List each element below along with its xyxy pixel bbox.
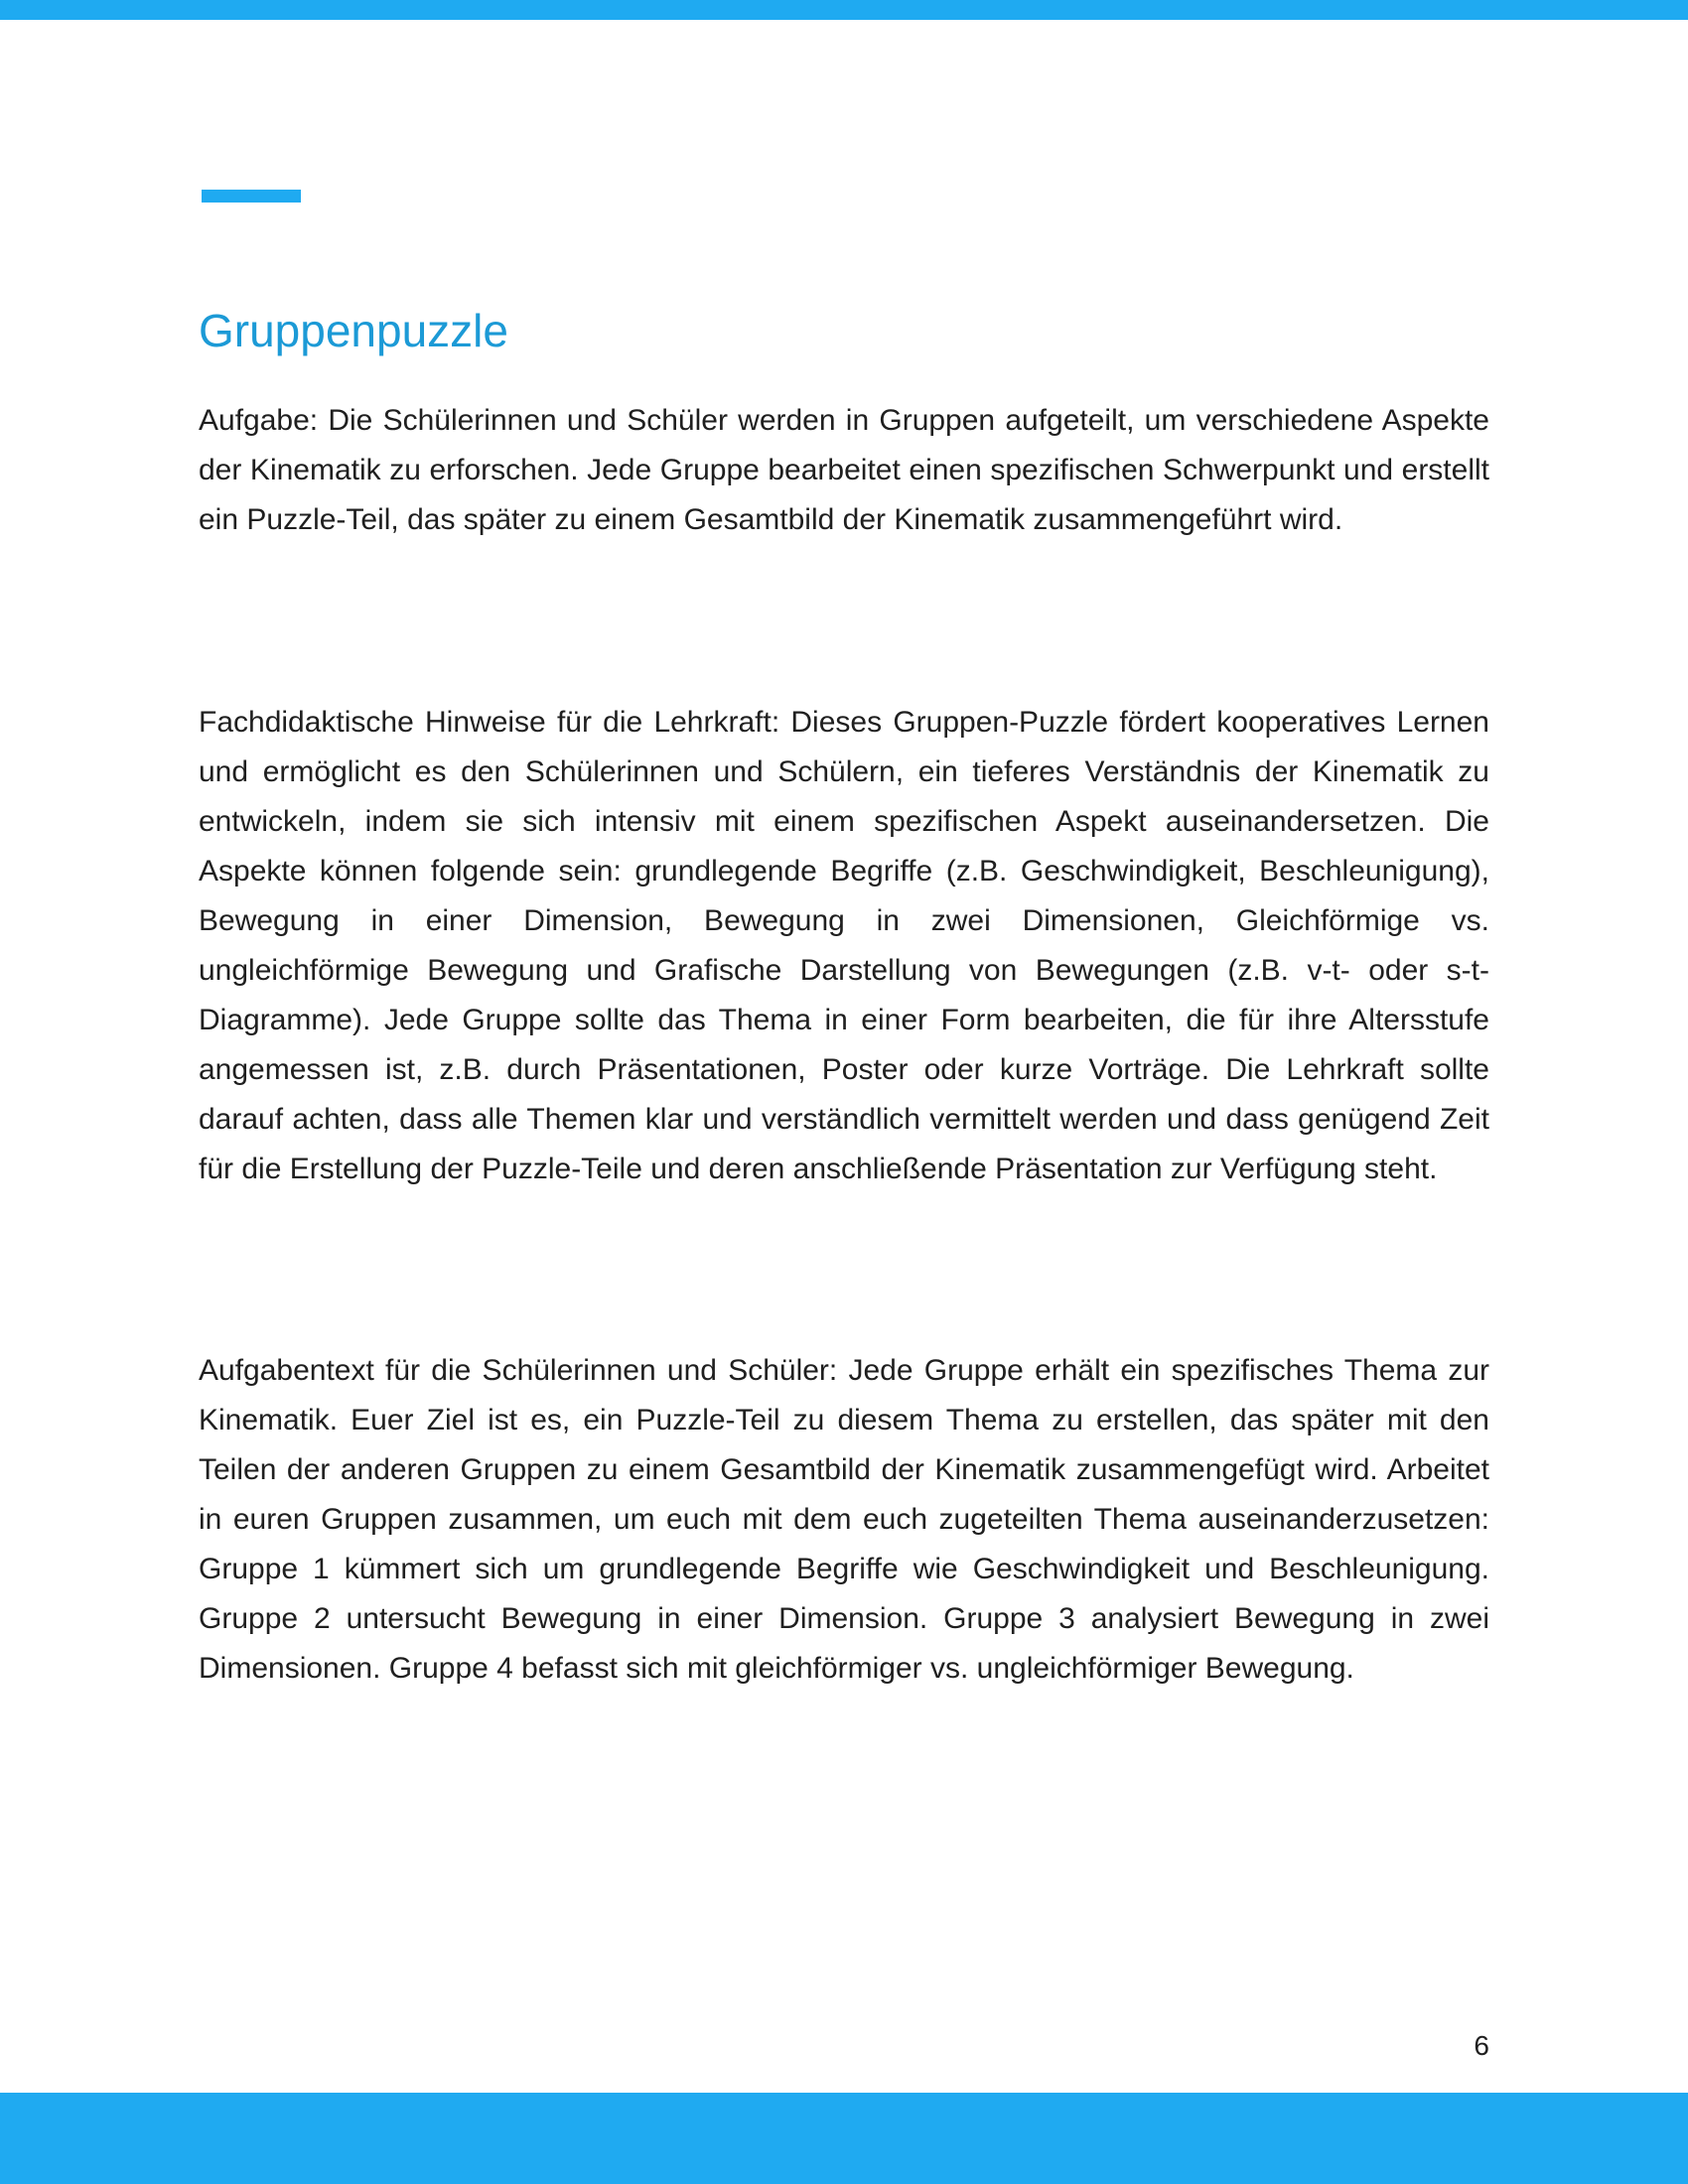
task-paragraph: Aufgabe: Die Schülerinnen und Schüler werden in Gruppen aufgeteilt, um verschiedene Aspekte der Kinematik zu erforschen. Jede Gruppe bearbeitet einen spezifischen Schwerpunkt und erstellt ein Puzzle-Teil, das später zu einem Gesamtbild der Kinematik zusammengeführt wird. — [199, 404, 1489, 536]
teacher-notes-paragraph: Fachdidaktische Hinweise für die Lehrkraft: Dieses Gruppen-Puzzle fördert kooperatives Lernen und ermöglicht es den Schülerinnen und Schülern, ein tieferes Verständnis der Kinematik zu entwickeln, indem sie sich intensiv mit einem spezifischen Aspekt auseinandersetzen. Die Aspekte können folgende sein: grundlegende Begriffe (z.B. Geschwindigkeit, Beschleunigung), Bewegung in einer Dimension, Bewegung in zwei Dimensionen, Gleichförmige vs. ungleichförmige Bewegung und Grafische Darstellung von Bewegungen (z.B. v-t- oder s-t-Diagramme). Jede Gruppe sollte das Thema in einer Form bearbeiten, die für ihre Altersstufe angemessen ist, z.B. durch Präsentationen, Poster oder kurze Vorträge. Die Lehrkraft sollte darauf achten, dass alle Themen klar und verständlich vermittelt werden und dass genügend Zeit für die Erstellung der Puzzle-Teile und deren anschließende Präsentation zur Verfügung steht. — [199, 706, 1489, 1185]
top-accent-bar — [0, 0, 1688, 20]
student-task-paragraph: Aufgabentext für die Schülerinnen und Schüler: Jede Gruppe erhält ein spezifisches Thema zur Kinematik. Euer Ziel ist es, ein Puzzle-Teil zu diesem Thema zu erstellen, das später mit den Teilen der anderen Gruppen zu einem Gesamtbild der Kinematik zusammengefügt wird. Arbeitet in euren Gruppen zusammen, um euch mit dem euch zugeteilten Thema auseinanderzusetzen: Gruppe 1 kümmert sich um grundlegende Begriffe wie Geschwindigkeit und Beschleunigung. Gruppe 2 untersucht Bewegung in einer Dimension. Gruppe 3 analysiert Bewegung in zwei Dimensionen. Gruppe 4 befasst sich mit gleichförmiger vs. ungleichförmiger Bewegung. — [199, 1354, 1489, 1685]
heading-accent-dash — [202, 190, 301, 203]
page-number: 6 — [1474, 2030, 1489, 2061]
bottom-accent-bar — [0, 2093, 1688, 2184]
page-title: Gruppenpuzzle — [199, 305, 508, 356]
